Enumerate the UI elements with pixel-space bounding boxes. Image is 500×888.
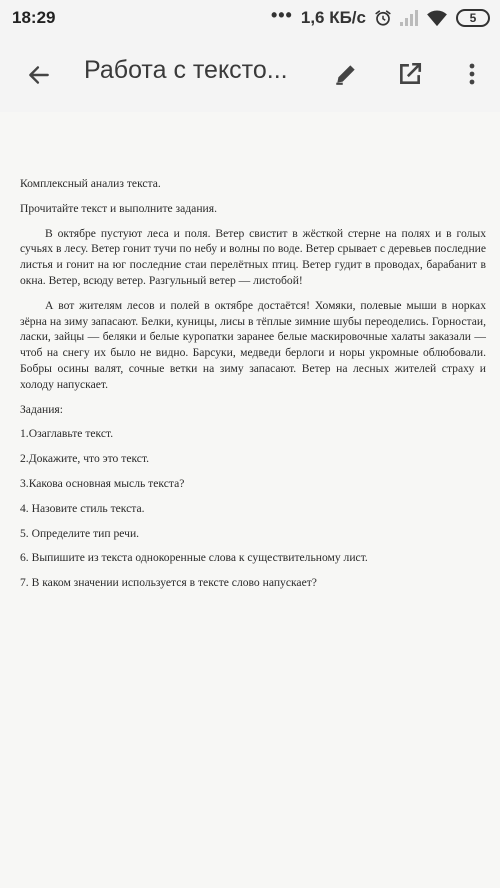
battery-icon: 5 [456, 9, 490, 27]
task-item: 4. Назовите стиль текста. [20, 501, 145, 515]
open-external-icon[interactable] [394, 58, 426, 90]
doc-paragraph-1: В октябре пустуют леса и поля. Ветер свистит в жёсткой стерне на полях и в голых сучьях в лесу. Ветер гонит тучи по небу и волны по воде. Ветер срывает с деревьев последние листья и гонит на юг последние стаи перелётных птиц. Ветер гудит в проводах, барабанит в окна. Ветер, всюду ветер. Разгульный ветер — листобой! [20, 226, 486, 287]
doc-paragraph-2: А вот жителям лесов и полей в октябре достаётся! Хомяки, полевые мыши в норках зёрна на зиму запасают. Белки, куницы, лисы в тёплые зимние шубы переоделись. Горностаи, ласки, зайцы — беляки и белые куропатки заранее белые маскировочные халаты заказали — чтоб на снегу их было не видно. Барсуки, медведи берлоги и норы укромные облюбовали. Бобры осины валят, сочные ветки на зиму запасают. Ветер на лесных жителей страху и холоду напускает. [20, 298, 486, 391]
status-bar [0, 0, 500, 36]
task-item: 2.Докажите, что это текст. [20, 452, 150, 466]
edit-pencil-icon[interactable] [330, 58, 362, 90]
tasks-heading: Задания: [20, 402, 63, 416]
app-bar [0, 36, 500, 112]
back-arrow-icon[interactable] [22, 58, 56, 92]
more-vertical-icon[interactable] [456, 58, 488, 90]
status-right [270, 5, 490, 28]
status-time: 18:29 [12, 8, 56, 27]
notification-dots-icon: ••• [270, 5, 293, 25]
task-item: 7. В каком значении используется в тексте слово напускает? [20, 576, 317, 590]
task-item: 3.Какова основная мысль текста? [20, 476, 185, 490]
network-speed: 1,6 КБ/с [300, 8, 366, 27]
page-title: Работа с тексто... [84, 56, 288, 84]
doc-instruction: Прочитайте текст и выполните задания. [20, 201, 217, 215]
document-view[interactable] [0, 112, 500, 888]
document-content [20, 176, 486, 591]
doc-heading: Комплексный анализ текста. [20, 177, 161, 190]
task-item: 5. Определите тип речи. [20, 526, 140, 540]
task-item: 1.Озаглавьте текст. [20, 427, 114, 441]
task-item: 6. Выпишите из текста однокоренные слова к существительному лист. [20, 551, 368, 565]
signal-bars-icon [400, 10, 418, 26]
alarm-icon [374, 9, 392, 27]
wifi-icon [426, 9, 448, 27]
